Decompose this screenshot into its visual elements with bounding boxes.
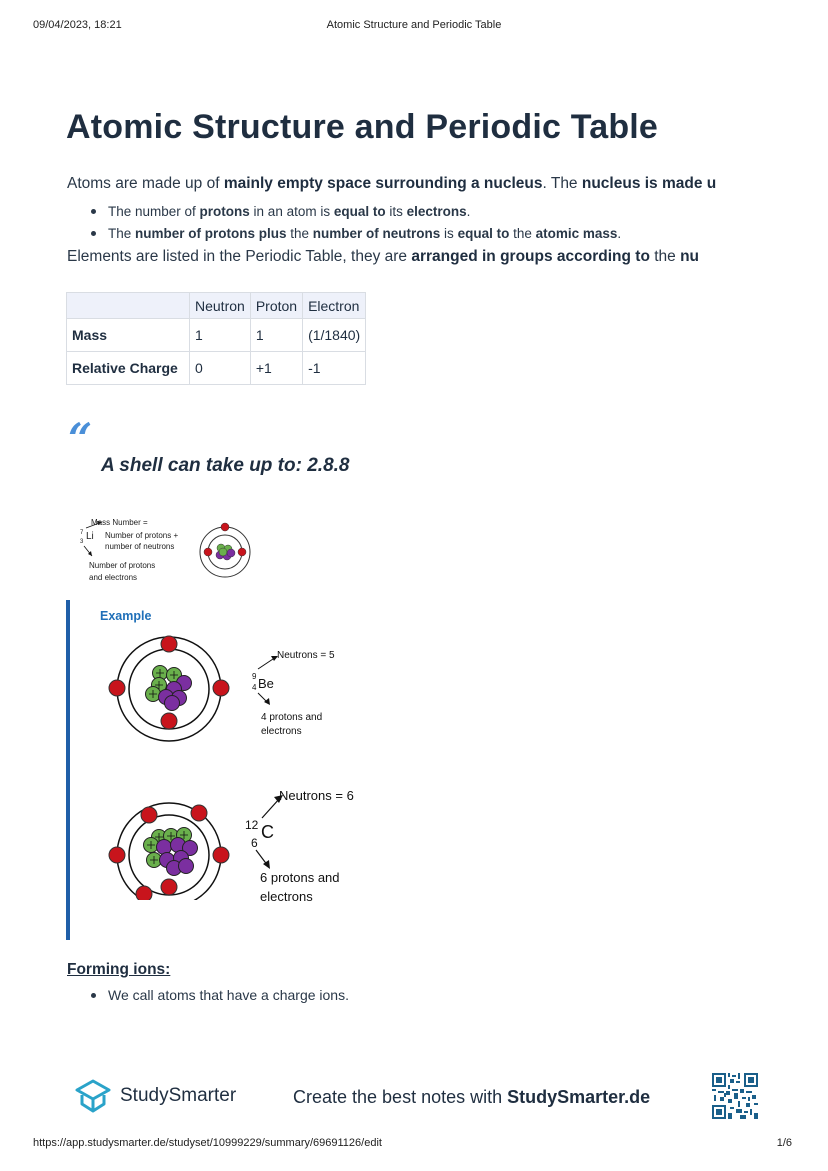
li-symbol: Li [86,531,94,542]
table-cell: +1 [250,352,302,385]
table-header-row [67,293,366,319]
print-date: 09/04/2023, 18:21 [33,19,122,31]
be-protons-label: 4 protons and [261,712,323,723]
table-cell: Relative Charge [67,352,190,385]
table-row [67,319,366,352]
c-symbol: C [261,822,274,842]
page-number: 1/6 [776,1137,792,1149]
list-item: We call atoms that have a charge ions. [91,985,349,1005]
list-item: The number of protons in an atom is equal to its electrons. [91,201,621,223]
li-mass-label: number of neutrons [105,542,175,551]
be-atomic-number: 4 [252,683,257,692]
table-cell: 1 [190,319,251,352]
qr-code-icon[interactable] [712,1073,758,1119]
li-protons-label: Number of protons [89,561,156,570]
quote-text: A shell can take up to: 2.8.8 [101,455,350,476]
print-title: Atomic Structure and Periodic Table [326,19,502,31]
print-url: https://app.studysmarter.de/studyset/10999229/summary/69691126/edit [33,1137,382,1149]
studysmarter-logo-icon[interactable] [74,1078,112,1116]
brand-name[interactable]: StudySmarter [120,1085,237,1106]
be-mass-number: 9 [252,672,257,681]
c-mass-number: 12 [245,818,259,832]
cta-text[interactable]: Create the best notes with StudySmarter.de [293,1087,651,1107]
li-atomic-number: 3 [80,539,84,545]
table-row [67,352,366,385]
table-cell: Mass [67,319,190,352]
c-protons-label: 6 protons and [260,870,340,885]
particle-table [66,292,366,385]
c-atomic-number: 6 [251,836,258,850]
table-cell: 1 [250,319,302,352]
intro-paragraph: Atoms are made up of mainly empty space surrounding a nucleus. The nucleus is made u [67,175,717,192]
intro-bullet-list [91,201,621,244]
forming-ions-heading: Forming ions: [67,961,171,978]
table-header-cell: Proton [250,293,302,319]
c-neutrons-label: Neutrons = 6 [279,788,354,803]
example-title: Example [100,609,152,623]
li-protons-label: and electrons [89,573,138,582]
list-item: The number of protons plus the number of neutrons is equal to the atomic mass. [91,223,621,245]
c-protons-label: electrons [260,889,313,904]
table-header-cell: Electron [303,293,366,319]
page-title: Atomic Structure and Periodic Table [66,108,659,146]
c-atom-diagram [104,800,234,900]
table-cell: (1/1840) [303,319,366,352]
table-header-cell: Neutron [190,293,251,319]
li-mass-label: Number of protons + [105,531,179,540]
quote-mark-icon: “ [68,414,93,463]
be-symbol: Be [258,676,274,691]
be-protons-label: electrons [261,726,302,737]
forming-ions-list [91,985,349,1005]
table-cell: 0 [190,352,251,385]
li-atom-diagram [194,521,256,583]
table-header-cell [67,293,190,319]
example-accent-bar [66,600,70,940]
li-mass-number: 7 [80,530,84,536]
be-atom-diagram [104,633,234,745]
li-mass-label: Mass Number = [91,518,148,527]
be-neutrons-label: Neutrons = 5 [277,650,335,661]
periodic-paragraph: Elements are listed in the Periodic Table, they are arranged in groups according to the nu [67,248,700,265]
table-cell: -1 [303,352,366,385]
